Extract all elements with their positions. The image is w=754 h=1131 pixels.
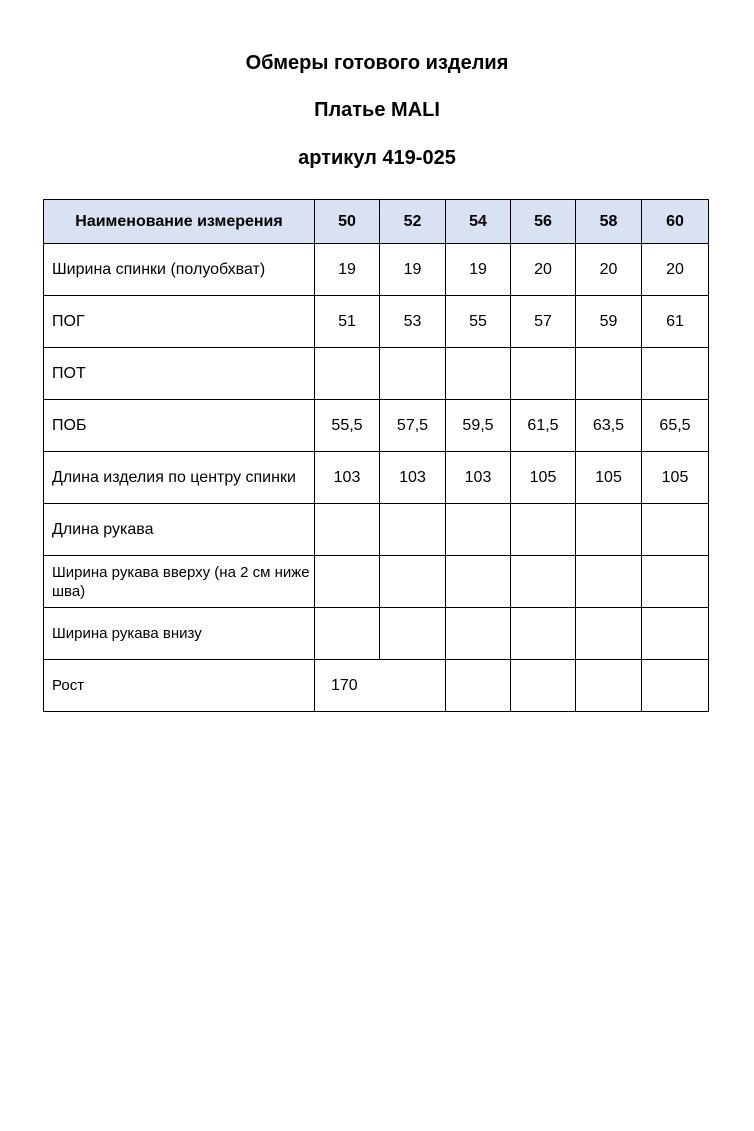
table-cell: 55 xyxy=(446,296,511,348)
row-label: Длина изделия по центру спинки xyxy=(44,452,315,504)
table-cell xyxy=(511,348,576,400)
table-cell xyxy=(511,556,576,608)
table-cell: 63,5 xyxy=(576,400,642,452)
row-label: Ширина рукава вверху (на 2 см ниже шва) xyxy=(44,556,315,608)
table-cell: 53 xyxy=(380,296,446,348)
table-row xyxy=(44,296,709,348)
table-cell xyxy=(446,504,511,556)
table-cell xyxy=(315,504,380,556)
table-header-row xyxy=(44,200,709,244)
column-header-size: 60 xyxy=(642,200,709,244)
document-title: Обмеры готового изделия xyxy=(245,52,509,74)
table-cell: 55,5 xyxy=(315,400,380,452)
table-cell: 19 xyxy=(380,244,446,296)
table-cell: 20 xyxy=(576,244,642,296)
table-cell xyxy=(642,348,709,400)
product-name: Платье MALI xyxy=(314,99,440,121)
table-cell: 65,5 xyxy=(642,400,709,452)
table-cell xyxy=(576,608,642,660)
table-row xyxy=(44,244,709,296)
table-cell xyxy=(642,556,709,608)
table-cell xyxy=(576,660,642,712)
table-cell: 20 xyxy=(642,244,709,296)
table-cell: 19 xyxy=(446,244,511,296)
table-cell xyxy=(446,608,511,660)
table-cell: 61 xyxy=(642,296,709,348)
table-cell xyxy=(380,608,446,660)
measurements-table xyxy=(43,199,709,712)
table-row xyxy=(44,400,709,452)
table-cell xyxy=(380,348,446,400)
table-cell: 105 xyxy=(576,452,642,504)
table-cell xyxy=(380,556,446,608)
table-cell xyxy=(511,504,576,556)
table-row xyxy=(44,556,709,608)
table-cell: 51 xyxy=(315,296,380,348)
table-cell: 105 xyxy=(642,452,709,504)
table-cell: 19 xyxy=(315,244,380,296)
table-cell: 59,5 xyxy=(446,400,511,452)
table-cell: 57,5 xyxy=(380,400,446,452)
table-cell xyxy=(576,348,642,400)
table-row xyxy=(44,504,709,556)
table-cell xyxy=(446,348,511,400)
table-cell: 59 xyxy=(576,296,642,348)
table-cell: 103 xyxy=(380,452,446,504)
table-cell: 61,5 xyxy=(511,400,576,452)
column-header-name: Наименование измерения xyxy=(44,200,315,244)
table-cell xyxy=(446,660,511,712)
table-cell: 103 xyxy=(446,452,511,504)
table-cell: 105 xyxy=(511,452,576,504)
article-number: артикул 419-025 xyxy=(298,147,456,169)
table-cell xyxy=(511,608,576,660)
column-header-size: 56 xyxy=(511,200,576,244)
table-cell xyxy=(576,504,642,556)
column-header-size: 50 xyxy=(315,200,380,244)
table-cell xyxy=(642,660,709,712)
row-label: Рост xyxy=(44,660,315,712)
column-header-size: 54 xyxy=(446,200,511,244)
table-cell xyxy=(315,348,380,400)
table-cell xyxy=(446,556,511,608)
row-label: ПОБ xyxy=(44,400,315,452)
table-cell: 103 xyxy=(315,452,380,504)
table-cell xyxy=(642,608,709,660)
row-label: Ширина спинки (полуобхват) xyxy=(44,244,315,296)
row-label: Ширина рукава внизу xyxy=(44,608,315,660)
table-cell: 20 xyxy=(511,244,576,296)
table-cell xyxy=(511,660,576,712)
table-cell xyxy=(642,504,709,556)
column-header-size: 58 xyxy=(576,200,642,244)
table-row xyxy=(44,608,709,660)
table-cell xyxy=(315,608,380,660)
table-row xyxy=(44,348,709,400)
table-cell xyxy=(315,556,380,608)
height-value-cell: 170 xyxy=(315,660,446,712)
column-header-size: 52 xyxy=(380,200,446,244)
row-label: ПОГ xyxy=(44,296,315,348)
table-cell: 57 xyxy=(511,296,576,348)
table-cell xyxy=(380,504,446,556)
table-row xyxy=(44,452,709,504)
table-row-height xyxy=(44,660,709,712)
table-cell xyxy=(576,556,642,608)
row-label: Длина рукава xyxy=(44,504,315,556)
row-label: ПОТ xyxy=(44,348,315,400)
